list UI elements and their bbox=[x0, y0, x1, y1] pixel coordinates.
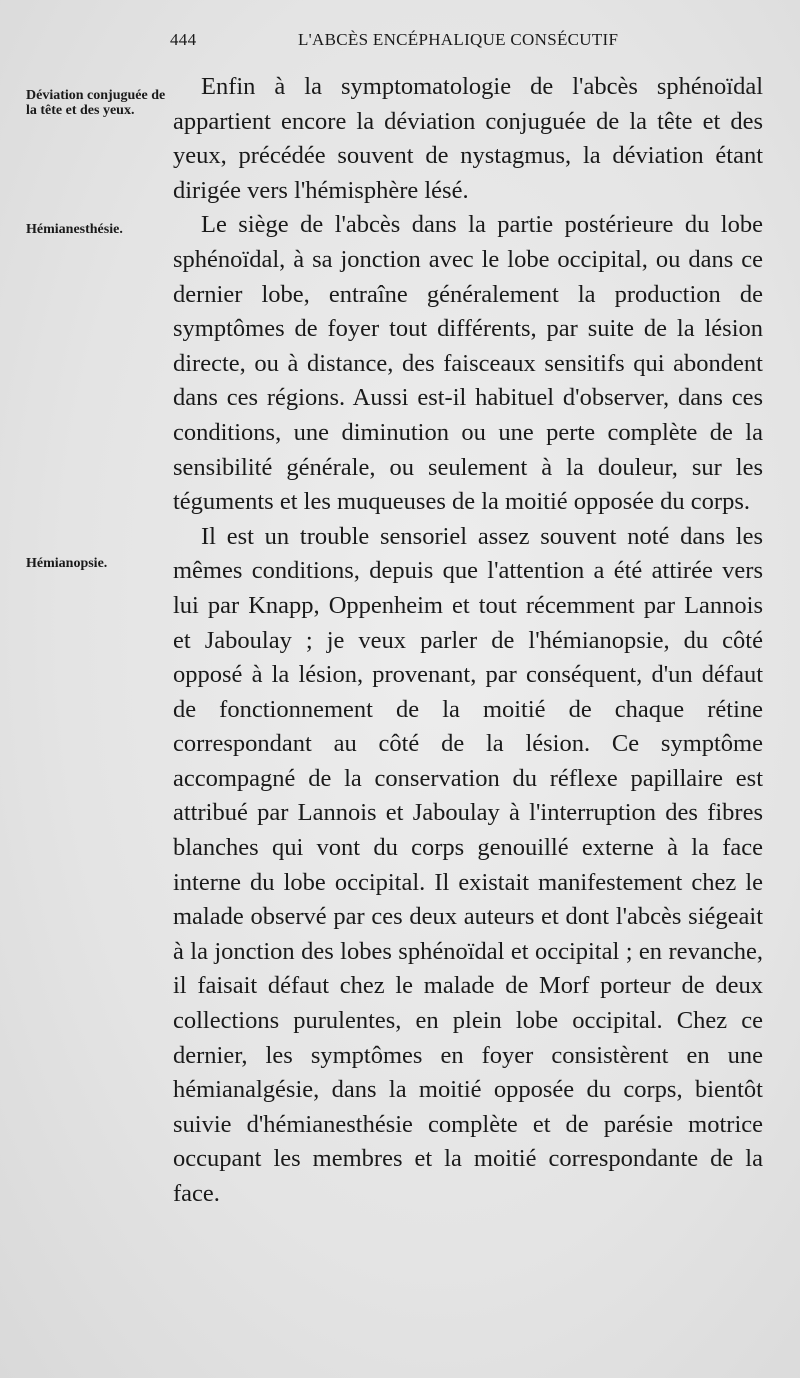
running-title: L'ABCÈS ENCÉPHALIQUE CONSÉCUTIF bbox=[298, 30, 619, 49]
margin-note-deviation: Déviation conjuguée de la tête et des yeux. bbox=[26, 88, 166, 118]
page-header bbox=[170, 30, 770, 56]
paragraph-2: Le siège de l'abcès dans la partie postérieure du lobe sphénoïdal, à sa jonction avec le lobe occipital, ou dans ce dernier lobe, entraîne généralement la production de symptômes de foyer tout différents, par suite de la lésion directe, ou à distance, des faisceaux sensitifs qui abondent dans ces régions. Aussi est-il habituel d'observer, dans ces conditions, une diminution ou une perte complète de la sensibilité générale, ou seulement à la douleur, sur les téguments et les muqueuses de la moitié opposée du corps. bbox=[173, 211, 763, 516]
page-number: 444 bbox=[170, 30, 197, 49]
paragraph-1: Enfin à la symptomatologie de l'abcès sphénoïdal appartient encore la déviation conjuguée de la tête et des yeux, précédée souvent de nystagmus, la déviation étant dirigée vers l'hémisphère lésé. bbox=[173, 73, 763, 204]
margin-note-hemianopsie: Hémianopsie. bbox=[26, 556, 108, 571]
body-text bbox=[173, 70, 763, 1212]
paragraph-3: Il est un trouble sensoriel assez souvent noté dans les mêmes conditions, depuis que l'attention a été attirée vers lui par Knapp, Oppenheim et tout récemment par Lannois et Jaboulay ; je veux parler de l'hémianopsie, du côté opposé à la lésion, provenant, par conséquent, d'un défaut de fonctionnement de la moitié de chaque rétine correspondant au côté de la lésion. Ce symptôme accompagné de la conservation du réflexe papillaire est attribué par Lannois et Jaboulay à l'interruption des fibres blanches qui vont du corps genouillé externe à la face interne du lobe occipital. Il existait manifestement chez le malade observé par ces deux auteurs et dont l'abcès siégeait à la jonction des lobes sphénoïdal et occipital ; en revanche, il faisait défaut chez le malade de Morf porteur de deux collections purulentes, en plein lobe occipital. Chez ce dernier, les symptômes en foyer consistèrent en une hémianalgésie, dans la moitié opposée du corps, bientôt suivie d'hémianesthésie complète et de parésie motrice occupant les membres et la moitié correspondante de la face. bbox=[173, 522, 763, 1207]
margin-note-hemianesthesie: Hémianesthésie. bbox=[26, 222, 123, 237]
